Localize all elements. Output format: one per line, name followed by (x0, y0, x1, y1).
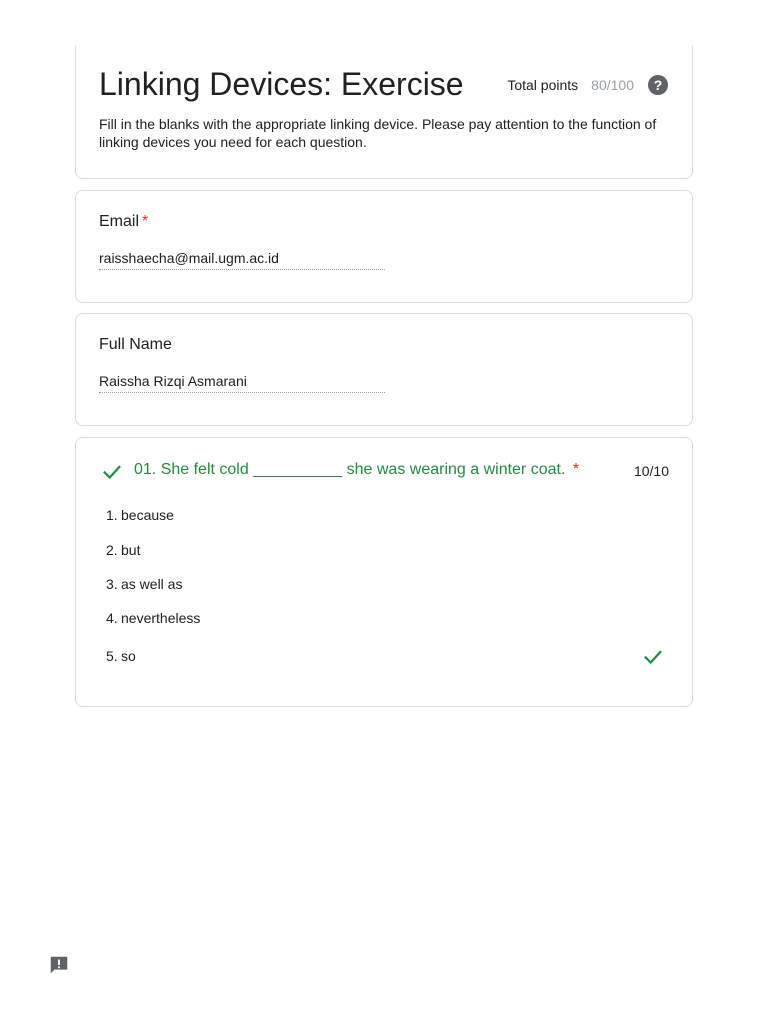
full-name-label: Full Name (99, 336, 172, 353)
list-item (106, 648, 136, 664)
total-points (507, 74, 668, 96)
total-points-value: 80/100 (591, 77, 634, 93)
option-number: 4. (106, 610, 118, 626)
list-item (106, 576, 182, 592)
correct-answer-check-icon (642, 646, 664, 668)
email-label-text: Email (99, 213, 140, 230)
form-title: Linking Devices: Exercise (99, 66, 464, 102)
option-label: because (121, 507, 174, 523)
option-label: as well as (121, 576, 183, 592)
question-title (134, 460, 579, 480)
option-number: 5. (106, 648, 118, 664)
total-points-label: Total points (507, 77, 579, 93)
list-item (106, 542, 140, 558)
full-name-field: Raissha Rizqi Asmarani (99, 372, 385, 393)
email-label (99, 213, 148, 231)
correct-check-icon (101, 461, 123, 483)
option-label: nevertheless (121, 610, 201, 626)
question-text: 01. She felt cold __________ she was wearing a winter coat. (134, 461, 566, 478)
option-label: so (121, 648, 136, 664)
email-field: raisshaecha@mail.ugm.ac.id (99, 249, 385, 270)
required-star: * (142, 213, 149, 230)
option-number: 1. (106, 507, 118, 523)
option-number: 3. (106, 576, 118, 592)
question-score: 10/10 (633, 463, 669, 479)
option-number: 2. (106, 542, 118, 558)
form-header-card (75, 46, 693, 179)
required-star: * (572, 461, 580, 478)
email-card (75, 190, 693, 303)
list-item (106, 507, 174, 523)
form-description: Fill in the blanks with the appropriate linking device. Please pay attention to the function of linking devices you need for each question. (99, 116, 657, 150)
report-feedback-icon[interactable] (48, 954, 70, 976)
option-label: but (121, 542, 141, 558)
help-icon[interactable]: ? (648, 75, 668, 95)
question-card (75, 437, 693, 707)
list-item (106, 610, 200, 626)
full-name-card (75, 313, 693, 426)
